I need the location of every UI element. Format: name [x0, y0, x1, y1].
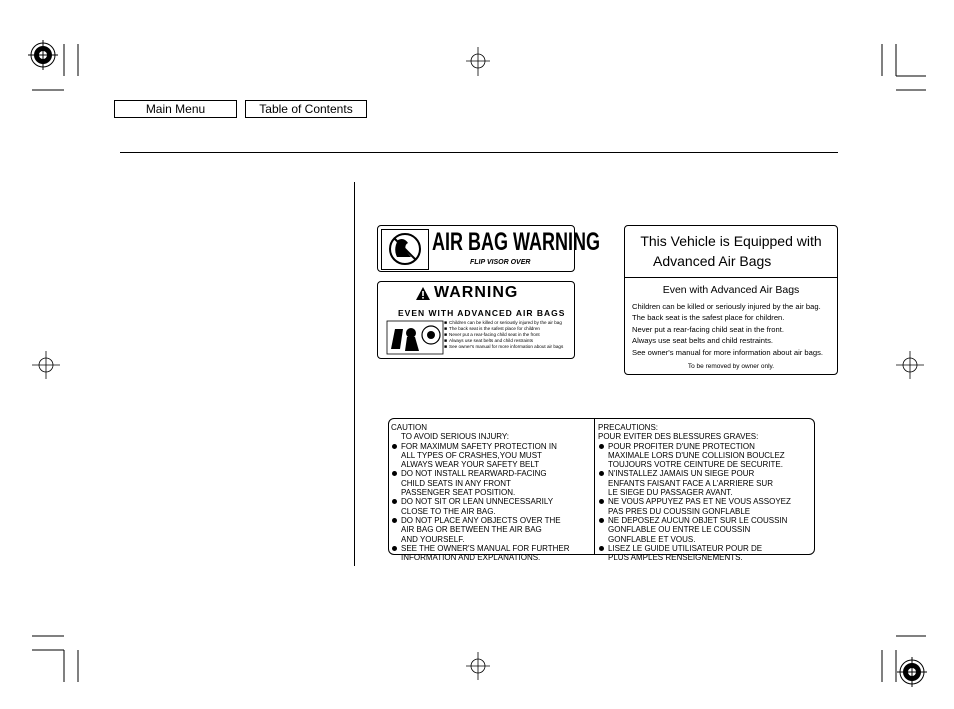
- caution-item-line: CHILD SEATS IN ANY FRONT: [401, 478, 511, 488]
- column-divider: [354, 182, 355, 566]
- caution-item-line: CLOSE TO THE AIR BAG.: [401, 506, 496, 516]
- caution-item: DO NOT INSTALL REARWARD-FACING: [391, 469, 594, 478]
- precautions-item-line: LE SIEGE DU PASSAGER AVANT.: [608, 488, 733, 498]
- precautions-item-line: PAS PRES DU COUSSIN GONFLABLE: [608, 506, 751, 516]
- precautions-item: N'INSTALLEZ JAMAIS UN SIEGE POUR: [598, 469, 812, 478]
- caution-item: FOR MAXIMUM SAFETY PROTECTION IN: [391, 442, 594, 451]
- caution-item-line: AND YOURSELF.: [401, 534, 465, 544]
- warning-label: [377, 281, 575, 359]
- warning-item: ■ The back seat is the safest place for children: [444, 326, 563, 332]
- caution-item: DO NOT SIT OR LEAN UNNECESSARILY: [391, 497, 594, 506]
- caution-subtitle: TO AVOID SERIOUS INJURY:: [401, 432, 510, 442]
- airbag-warning-label: [377, 225, 600, 272]
- caution-item-line: INFORMATION AND EXPLANATIONS.: [401, 553, 541, 563]
- caution-title: CAUTION: [391, 423, 427, 432]
- warning-item: ■ Children can be killed or seriously injured by the air bag: [444, 320, 563, 326]
- caution-item-line: ALWAYS WEAR YOUR SAFETY BELT: [401, 460, 540, 470]
- warning-subheading: EVEN WITH ADVANCED AIR BAGS: [398, 308, 566, 318]
- warning-item: ■ Never put a rear-facing child seat in the front: [444, 332, 563, 338]
- caution-item-line: PASSENGER SEAT POSITION.: [401, 488, 516, 498]
- caution-english-column: [391, 423, 594, 562]
- caution-item-line: AIR BAG OR BETWEEN THE AIR BAG: [401, 525, 542, 535]
- airbag-warning-subtitle: FLIP VISOR OVER: [470, 259, 531, 266]
- child-seat-airbag-icon: [385, 319, 445, 356]
- precautions-french-column: [598, 423, 812, 562]
- warning-item: ■ Always use seat belts and child restraints: [444, 338, 563, 344]
- precautions-item: LISEZ LE GUIDE UTILISATEUR POUR DE: [598, 544, 812, 553]
- precautions-item: POUR PROFITER D'UNE PROTECTION: [598, 442, 812, 451]
- precautions-item-line: TOUJOURS VOTRE CEINTURE DE SECURITE.: [608, 460, 783, 470]
- advanced-airbags-item: The back seat is the safest place for children.: [632, 313, 785, 323]
- caution-column-divider: [594, 419, 595, 554]
- advanced-airbags-item: See owner's manual for more information about air bags.: [632, 347, 823, 357]
- caution-bilingual-label: [388, 418, 815, 563]
- label-divider: [625, 277, 837, 278]
- advanced-airbags-item: Never put a rear-facing child seat in the front.: [632, 324, 784, 334]
- precautions-subtitle: POUR EVITER DES BLESSURES GRAVES:: [598, 432, 759, 442]
- advanced-airbags-label: [624, 225, 838, 375]
- table-of-contents-button[interactable]: Table of Contents: [245, 100, 367, 118]
- warning-list: [444, 320, 563, 350]
- header-divider: [120, 152, 838, 153]
- warning-triangle-icon: [416, 287, 430, 300]
- precautions-item: NE DEPOSEZ AUCUN OBJET SUR LE COUSSIN: [598, 516, 812, 525]
- caution-item-line: ALL TYPES OF CRASHES,YOU MUST: [401, 450, 542, 460]
- precautions-item-line: MAXIMALE LORS D'UNE COLLISION BOUCLEZ: [608, 450, 785, 460]
- advanced-airbags-subheading: Even with Advanced Air Bags: [662, 284, 800, 296]
- main-menu-button[interactable]: Main Menu: [114, 100, 237, 118]
- advanced-airbags-item: Children can be killed or seriously injured by the air bag.: [632, 302, 821, 311]
- precautions-item-line: PLUS AMPLES RENSEIGNEMENTS.: [608, 553, 743, 563]
- warning-item: ■ See owner's manual for more information about air bags: [444, 344, 563, 350]
- airbag-warning-title: AIR BAG WARNING: [432, 228, 600, 256]
- caution-item: DO NOT PLACE ANY OBJECTS OVER THE: [391, 516, 594, 525]
- precautions-item-line: GONFLABLE ET VOUS.: [608, 534, 696, 544]
- precautions-item: NE VOUS APPUYEZ PAS ET NE VOUS ASSOYEZ: [598, 497, 812, 506]
- precautions-title: PRECAUTIONS:: [598, 423, 659, 432]
- precautions-item-line: ENFANTS FAISANT FACE A L'ARRIERE SUR: [608, 478, 773, 488]
- advanced-airbags-line1: This Vehicle is Equipped with: [640, 233, 822, 249]
- no-child-seat-icon: [381, 229, 429, 270]
- caution-item: SEE THE OWNER'S MANUAL FOR FURTHER: [391, 544, 594, 553]
- advanced-airbags-item: Always use seat belts and child restraints.: [632, 336, 773, 346]
- precautions-item-line: GONFLABLE OU ENTRE LE COUSSIN: [608, 525, 751, 535]
- advanced-airbags-line2: Advanced Air Bags: [653, 253, 772, 269]
- warning-heading: WARNING: [434, 284, 519, 301]
- advanced-airbags-footer: To be removed by owner only.: [687, 363, 775, 370]
- advanced-airbags-list: [632, 301, 823, 358]
